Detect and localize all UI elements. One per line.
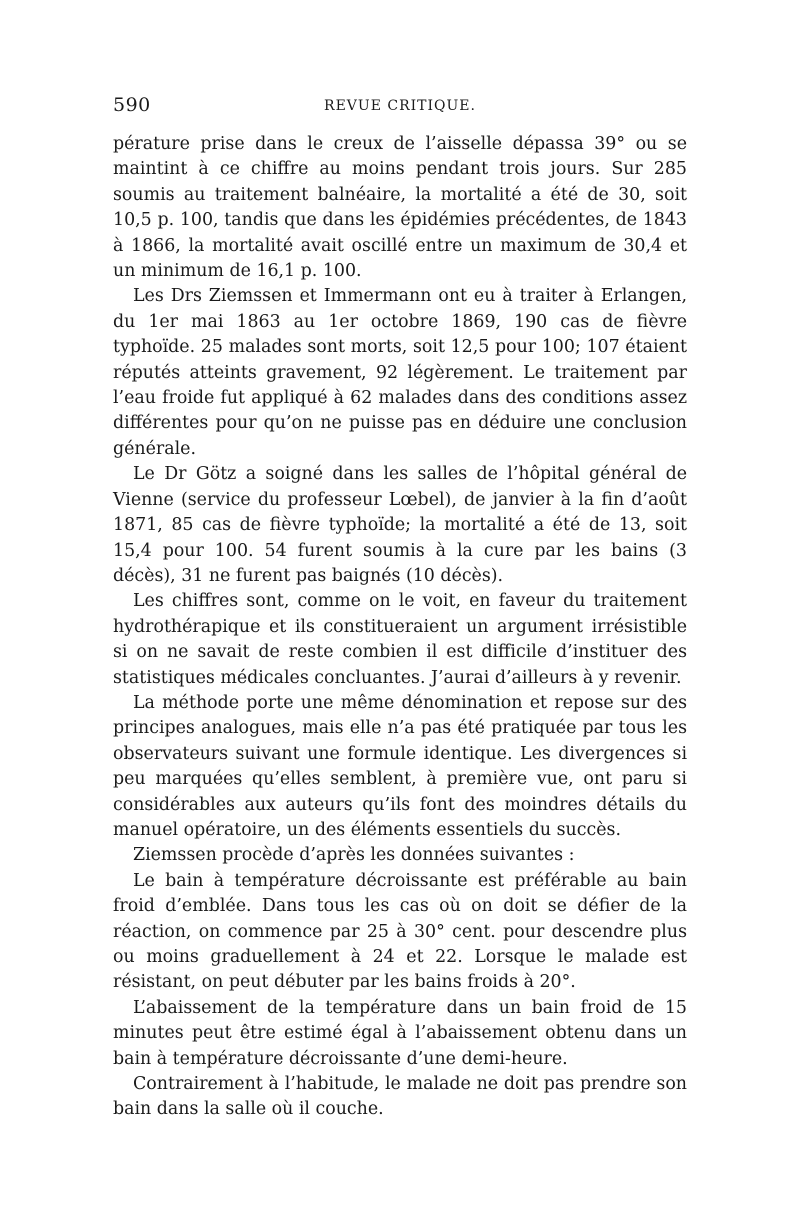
paragraph-6: Ziemssen procède d’après les données suivantes :	[133, 845, 575, 866]
paragraph-7: Le bain à température décroissante est préférable au bain froid d’emblée. Dans tous les cas où on doit se défier de la réaction, on commence par 25 à 30° cent. pour descendre plus ou moins graduellement à 24 et 22. Lorsque le malade est résistant, on peut débuter par les bains froids à 20°.	[113, 870, 687, 993]
body-text	[113, 132, 687, 1123]
paragraph-1: pérature prise dans le creux de l’aisselle dépassa 39° ou se maintint à ce chiffre au moins pendant trois jours. Sur 285 soumis au traitement balnéaire, la mortalité a été de 30, soit 10,5 p. 100, tandis que dans les épidémies précédentes, de 1843 à 1866, la mortalité avait oscillé entre un maximum de 30,4 et un minimum de 16,1 p. 100.	[113, 134, 687, 282]
page-number: 590	[113, 94, 151, 116]
paragraph-9: Contrairement à l’habitude, le malade ne doit pas prendre son bain dans la salle où il couche.	[113, 1074, 687, 1120]
paragraph-4: Les chiffres sont, comme on le voit, en faveur du traitement hydrothérapique et ils constitueraient un argument irrésistible si on ne savait de reste combien il est difficile d’instituer des statistiques médicales concluantes. J’aurai d’ailleurs à y revenir.	[113, 591, 687, 688]
paragraph-8: L’abaissement de la température dans un bain froid de 15 minutes peut être estimé égal à l’abaissement obtenu dans un bain à température décroissante d’une demi-heure.	[113, 997, 687, 1069]
running-title: REVUE CRITIQUE.	[324, 98, 476, 114]
paragraph-5: La méthode porte une même dénomination et repose sur des principes analogues, mais elle n’a pas été pratiquée par tous les observateurs suivant une formule identique. Les divergences si peu marquées qu’elles semblent, à première vue, ont paru si considérables aux auteurs qu’ils font des moindres détails du manuel opératoire, un des éléments essentiels du succès.	[113, 692, 687, 840]
book-page	[113, 92, 687, 1123]
paragraph-3: Le Dr Götz a soigné dans les salles de l’hôpital général de Vienne (service du professeur Lœbel), de janvier à la fin d’août 1871, 85 cas de fièvre typhoïde; la mortalité a été de 13, soit 15,4 pour 100. 54 furent soumis à la cure par les bains (3 décès), 31 ne furent pas baignés (10 décès).	[113, 464, 687, 586]
paragraph-2: Les Drs Ziemssen et Immermann ont eu à traiter à Erlangen, du 1er mai 1863 au 1er octobre 1869, 190 cas de fièvre typhoïde. 25 malades sont morts, soit 12,5 pour 100; 107 étaient réputés atteints gravement, 92 légèrement. Le traitement par l’eau froide fut appliqué à 62 malades dans des conditions assez différentes pour qu’on ne puisse pas en déduire une conclusion générale.	[113, 286, 687, 459]
running-head	[113, 92, 687, 122]
